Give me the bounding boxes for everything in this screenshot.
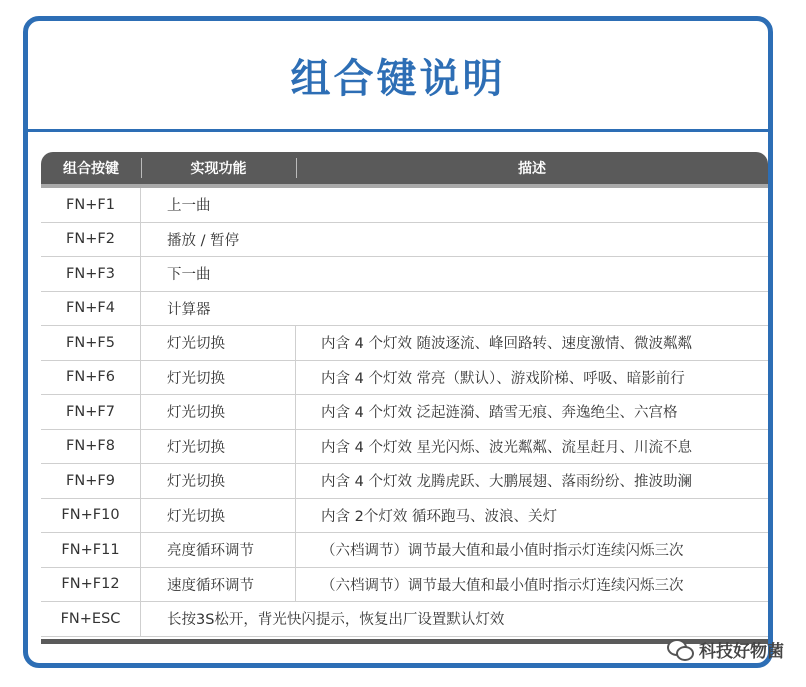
key-cell: FN+F11 [41,533,141,567]
description-cell [296,292,768,326]
function-cell: 上一曲 [167,198,211,215]
key-cell: FN+F1 [41,188,141,222]
header-function: 实现功能 [141,152,296,184]
table-row [41,395,768,430]
header-key: 组合按键 [63,161,119,177]
function-cell: 计算器 [167,301,211,318]
description-cell: 内含 4 个灯效 龙腾虎跃、大鹏展翅、落雨纷纷、推波助澜 [321,474,693,491]
table-row [41,602,768,637]
header-description: 描述 [296,152,768,184]
info-card [23,16,773,668]
key-cell: FN+F12 [41,568,141,602]
key-cell: FN+F7 [41,395,141,429]
title-area [28,21,768,129]
table-row [41,533,768,568]
table-row [41,257,768,292]
description-cell: 内含 4 个灯效 随波逐流、峰回路转、速度激情、微波粼粼 [321,336,693,353]
watermark-text: 科技好物菌 [699,642,784,662]
table-row [41,499,768,534]
table-row [41,188,768,223]
page-title: 组合键说明 [290,55,506,102]
table-row [41,568,768,603]
function-cell: 亮度循环调节 [141,533,296,567]
key-cell: FN+F3 [41,257,141,291]
function-cell: 灯光切换 [141,464,296,498]
function-cell: 速度循环调节 [141,568,296,602]
function-cell: 灯光切换 [141,395,296,429]
table-row [41,326,768,361]
function-cell: 灯光切换 [141,326,296,360]
key-cell: FN+F2 [41,223,141,257]
table-row [41,361,768,396]
table-row [41,430,768,465]
description-cell: 内含 4 个灯效 常亮（默认）、游戏阶梯、呼吸、暗影前行 [321,370,685,387]
shortcut-table [41,152,768,644]
table-header [41,152,768,184]
table-row [41,292,768,327]
key-cell: FN+F10 [41,499,141,533]
key-cell: FN+F4 [41,292,141,326]
function-cell: 下一曲 [167,267,211,284]
function-cell: 长按3S松开，背光快闪提示，恢复出厂设置默认灯效 [167,612,505,629]
key-cell: FN+F6 [41,361,141,395]
description-cell [296,188,768,222]
key-cell: FN+F5 [41,326,141,360]
description-cell: 内含 4 个灯效 星光闪烁、波光粼粼、流星赶月、川流不息 [321,439,693,456]
table-row [41,464,768,499]
key-cell: FN+F9 [41,464,141,498]
description-cell [296,257,768,291]
description-cell: 内含 2个灯效 循环跑马、波浪、关灯 [321,508,557,525]
key-cell: FN+ESC [41,602,141,636]
function-cell: 灯光切换 [141,499,296,533]
function-cell: 播放 / 暂停 [167,232,240,249]
function-cell: 灯光切换 [141,430,296,464]
wechat-icon [667,639,693,661]
description-cell: （六档调节）调节最大值和最小值时指示灯连续闪烁三次 [321,543,684,560]
table-row [41,223,768,258]
title-divider [28,129,768,132]
description-cell [296,223,768,257]
function-cell: 灯光切换 [141,361,296,395]
description-cell: （六档调节）调节最大值和最小值时指示灯连续闪烁三次 [321,577,684,594]
table-bottom-bar [41,639,768,644]
key-cell: FN+F8 [41,430,141,464]
description-cell: 内含 4 个灯效 泛起涟漪、踏雪无痕、奔逸绝尘、六宫格 [321,405,678,422]
watermark [667,637,784,662]
